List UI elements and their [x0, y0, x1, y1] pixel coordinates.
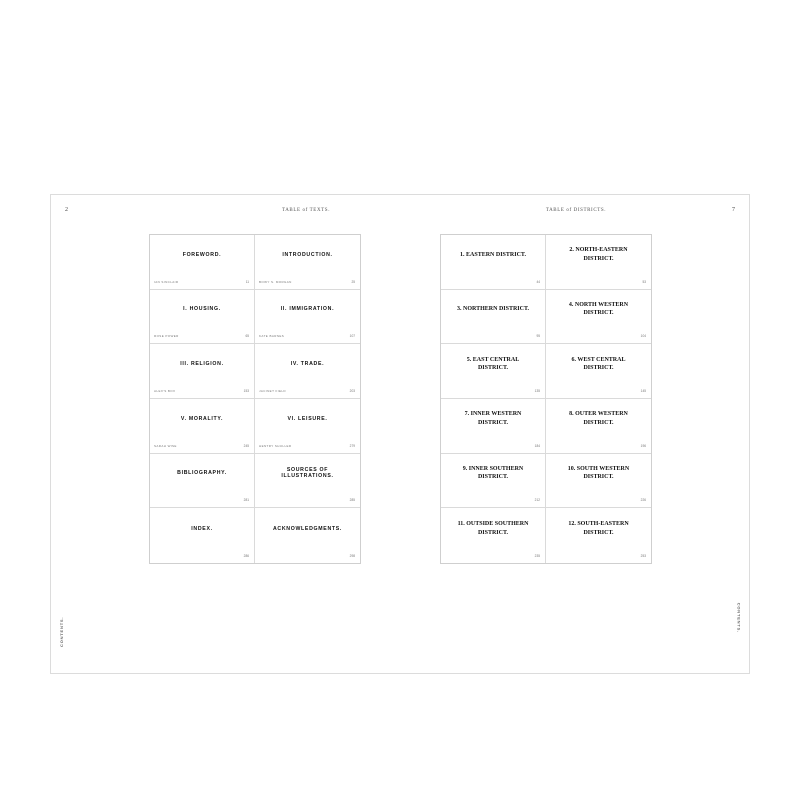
district-entry-page: 184 — [534, 443, 540, 448]
district-entry-title: 5. EAST CENTRAL DISTRICT. — [466, 356, 520, 372]
district-entry-title: 6. WEST CENTRAL DISTRICT. — [571, 356, 626, 372]
district-entry-page: 104 — [640, 334, 646, 339]
district-entry[interactable] — [546, 454, 651, 509]
district-entry[interactable] — [441, 399, 546, 454]
district-entry[interactable] — [546, 399, 651, 454]
text-entry-page: 279 — [349, 443, 355, 448]
district-entry[interactable] — [441, 235, 546, 290]
district-entry-page: 44 — [536, 279, 540, 284]
text-entry[interactable] — [255, 508, 360, 563]
text-entry[interactable] — [150, 508, 255, 563]
text-entry-title: IV. TRADE. — [290, 361, 325, 368]
district-entry-page: 135 — [534, 389, 540, 393]
text-entry-author: SARAH WISE — [154, 443, 177, 448]
district-entry-page: 145 — [640, 389, 646, 393]
text-entry-title: FOREWORD. — [182, 251, 222, 258]
text-entry-title: I. HOUSING. — [183, 306, 221, 313]
district-entry[interactable] — [546, 235, 651, 290]
text-entry-author: ALEX'S BOX — [154, 389, 176, 393]
right-side-label: CONTENTS. — [736, 602, 741, 633]
right-running-head: TABLE of DISTRICTS. — [545, 208, 607, 213]
text-entry[interactable] — [150, 235, 255, 290]
text-entry[interactable] — [255, 235, 360, 290]
left-running-head: TABLE of TEXTS. — [281, 208, 331, 213]
district-entry-page: 53 — [642, 279, 646, 284]
text-entry-title: INDEX. — [191, 525, 213, 532]
text-entry[interactable] — [150, 454, 255, 509]
text-entry-author: IAN SINCLAIR — [154, 279, 179, 284]
text-entry-title: V. MORALITY. — [180, 415, 224, 422]
district-entry[interactable] — [441, 290, 546, 345]
district-entry[interactable] — [546, 290, 651, 345]
text-entry-page: 107 — [349, 334, 355, 339]
district-entry-title: 4. NORTH WESTERN DISTRICT. — [568, 301, 629, 317]
text-entry-page: 286 — [243, 554, 249, 558]
text-entry[interactable] — [255, 344, 360, 399]
text-entry-page: 245 — [243, 443, 249, 448]
district-entry[interactable] — [441, 508, 546, 563]
text-entry-author: KATE BARNES — [259, 334, 285, 339]
district-entry-title: 3. NORTHERN DISTRICT. — [456, 306, 530, 313]
district-entry-page: 235 — [534, 554, 540, 558]
text-entry-page: 285 — [349, 498, 355, 503]
text-entry-page: 25 — [351, 279, 355, 284]
book-spread — [50, 194, 750, 674]
text-entry-author: ROSE POWER — [154, 334, 179, 339]
text-entry[interactable] — [150, 290, 255, 345]
text-entry-page: 281 — [243, 498, 249, 503]
text-entry[interactable] — [150, 399, 255, 454]
text-entry[interactable] — [255, 399, 360, 454]
district-entry-title: 11. OUTSIDE SOUTHERN DISTRICT. — [457, 521, 529, 536]
text-entry-page: 11 — [245, 279, 249, 284]
district-entry[interactable] — [441, 454, 546, 509]
district-entry-page: 212 — [534, 498, 540, 503]
text-entry-page: 203 — [349, 389, 355, 393]
text-entry-title: SOURCES OF ILLUSTRATIONS. — [281, 467, 334, 480]
text-entry-author: HENTRY SHULLER — [259, 443, 292, 448]
district-entry-page: 253 — [640, 554, 646, 558]
district-entry-title: 10. SOUTH WESTERN DISTRICT. — [567, 465, 630, 481]
text-entry-author: BOWY S. MORGAN — [259, 279, 292, 284]
district-entry[interactable] — [546, 344, 651, 399]
text-entry-title: II. IMMIGRATION. — [280, 306, 335, 313]
text-entry-author: JACINET FIELD — [259, 389, 286, 393]
text-entry-page: 65 — [245, 334, 249, 339]
text-entry-title: ACKNOWLEDGMENTS. — [272, 525, 343, 532]
district-entry-page: 95 — [536, 334, 540, 339]
district-entry-page: 226 — [640, 498, 646, 503]
district-entry-title: 9. INNER SOUTHERN DISTRICT. — [462, 465, 524, 481]
table-of-districts — [440, 234, 652, 564]
text-entry-title: VI. LEISURE. — [287, 415, 328, 422]
left-side-label: CONTENTS. — [59, 616, 64, 647]
right-page-number: 7 — [732, 207, 735, 213]
district-entry-title: 12. SOUTH-EASTERN DISTRICT. — [568, 521, 629, 536]
text-entry[interactable] — [255, 454, 360, 509]
district-entry-title: 1. EASTERN DISTRICT. — [460, 251, 526, 258]
district-entry-title: 7. INNER WESTERN DISTRICT. — [464, 411, 522, 426]
district-entry-page: 196 — [640, 443, 646, 448]
text-entry[interactable] — [255, 290, 360, 345]
table-of-texts — [149, 234, 361, 564]
district-entry[interactable] — [441, 344, 546, 399]
district-entry-title: 8. OUTER WESTERN DISTRICT. — [569, 411, 628, 426]
left-page-number: 2 — [65, 207, 68, 213]
text-entry-title: INTRODUCTION. — [282, 251, 333, 258]
district-entry[interactable] — [546, 508, 651, 563]
text-entry-page: 153 — [243, 389, 249, 393]
text-entry-page: 298 — [349, 554, 355, 558]
text-entry-title: BIBLIOGRAPHY. — [177, 470, 227, 477]
text-entry-title: III. RELIGION. — [180, 361, 224, 368]
text-entry[interactable] — [150, 344, 255, 399]
district-entry-title: 2. NORTH-EASTERN DISTRICT. — [569, 247, 628, 262]
